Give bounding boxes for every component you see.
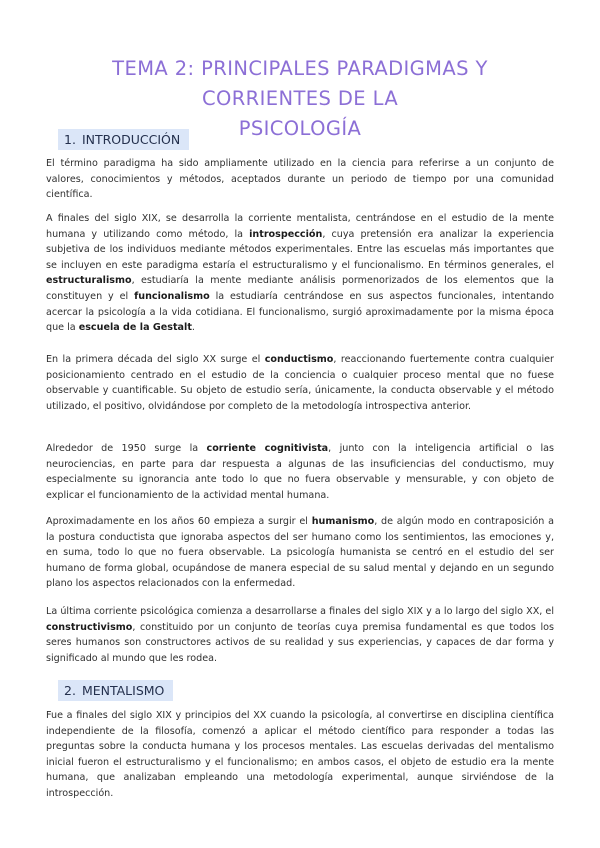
paragraph-mentalismo-overview	[46, 211, 554, 336]
paragraph-constructivismo	[46, 604, 554, 666]
text-run: , reaccionando fuertemente contra cualquier posicionamiento centrado en el estudio de la conciencia o cualquier proceso mental que no fuese observable y cuantificable. Su objeto de estudio sería, únicamente, la conducta observable y el método utilizado, el positivo, olvidándose por completo de la metodología introspectiva anterior.	[46, 354, 555, 412]
text-run: A finales del siglo XIX, se desarrolla la corriente mentalista, centrándose en el estudio de la mente humana y utilizando como método, la	[46, 213, 554, 240]
text-run: La última corriente psicológica comienza a desarrollarse a finales del siglo XIX y a lo largo del siglo XX, el	[46, 606, 554, 617]
paragraph-humanismo	[46, 514, 554, 592]
title-line-1: TEMA 2: PRINCIPALES PARADIGMAS Y CORRIENTES DE LA	[112, 57, 488, 110]
section-label: INTRODUCCIÓN	[81, 132, 181, 147]
paragraph-conductismo	[46, 352, 554, 414]
text-run: la estudiaría centrándose en sus aspectos funcionales, intentando acercar la psicología a la vida cotidiana. El funcionalismo, surgió aproximadamente por la misma época que la	[46, 290, 554, 334]
bold-term-estructuralismo: estructuralismo	[46, 275, 132, 287]
bold-term-conductismo: conductismo	[264, 354, 334, 365]
title-line-2: PSICOLOGÍA	[238, 117, 362, 140]
section-number: 1.	[64, 132, 76, 147]
text-run: , de algún modo en contraposición a la postura conductista que ignoraba aspectos del ser humano como los sentimientos, las emociones y, en suma, todo lo que no fuera observable. La psicología humanista se centró en el estudio del ser humano de forma global, ocupándose de manera especial de su salud mental y dejando en un segundo plano los aspectos relacionados con la enfermedad.	[46, 516, 554, 590]
text-run: , junto con la inteligencia artificial o las neurociencias, en parte para dar respuesta a algunas de las insuficiencias del conductismo, muy especialmente su ignorancia ante todo lo que no fuera observable y mensurable, y con objeto de explicar el funcionamiento de la actividad mental humana.	[46, 443, 555, 501]
text-run: , constituido por un conjunto de teorías cuya premisa fundamental es que todos los seres humanos son constructores activos de su realidad y sus experiencias, y capaces de dar forma y significado al mundo que les rodea.	[46, 621, 554, 664]
text-run: , cuya pretensión era analizar la experiencia subjetiva de los individuos mediante métodos experimentales. Entre las escuelas más importantes que se incluyen en este paradigma estaría el estructuralismo y el funcionalismo. En términos generales, el	[46, 228, 554, 271]
section-number: 2.	[64, 683, 76, 698]
bold-term-humanismo: humanismo	[311, 516, 375, 527]
text-run: Alrededor de 1950 surge la	[46, 443, 207, 454]
bold-term-cognitivista: corriente cognitivista	[206, 443, 329, 454]
text-run: Aproximadamente en los años 60 empieza a surgir el	[46, 516, 312, 527]
text-run: , estudiaría la mente mediante análisis pormenorizados de los elementos que la constituyen y el	[46, 275, 554, 302]
paragraph-cognitivismo	[46, 441, 554, 503]
paragraph-paradigma: El término paradigma ha sido ampliamente utilizado en la ciencia para referirse a un conjunto de valores, conocimientos y métodos, aceptados durante un periodo de tiempo por una comunidad científica.	[46, 158, 554, 201]
text-run: En la primera década del siglo XX surge el	[46, 354, 265, 365]
bold-term-funcionalismo: funcionalismo	[134, 290, 210, 302]
text-run: .	[191, 322, 195, 334]
bold-term-gestalt: escuela de la Gestalt	[78, 322, 192, 334]
bold-term-constructivismo: constructivismo	[46, 621, 133, 633]
section-heading-mentalismo	[58, 680, 173, 701]
paragraph-mentalismo: Fue a finales del siglo XIX y principios del XX cuando la psicología, al convertirse en disciplina científica independiente de la filosofía, comenzó a aplicar el método científico para responder a todas las preguntas sobre la conducta humana y los procesos mentales. Las escuelas derivadas del mentalismo inicial fueron el estructuralismo y el funcionalismo; en ambos casos, el objeto de estudio era la mente humana, que analizaban empleando una metodología experimental, aunque sirviéndose de la introspección.	[46, 710, 554, 799]
section-label: MENTALISMO	[81, 683, 165, 698]
section-heading-introduccion	[58, 129, 189, 150]
bold-term-introspeccion: introspección	[249, 228, 323, 240]
